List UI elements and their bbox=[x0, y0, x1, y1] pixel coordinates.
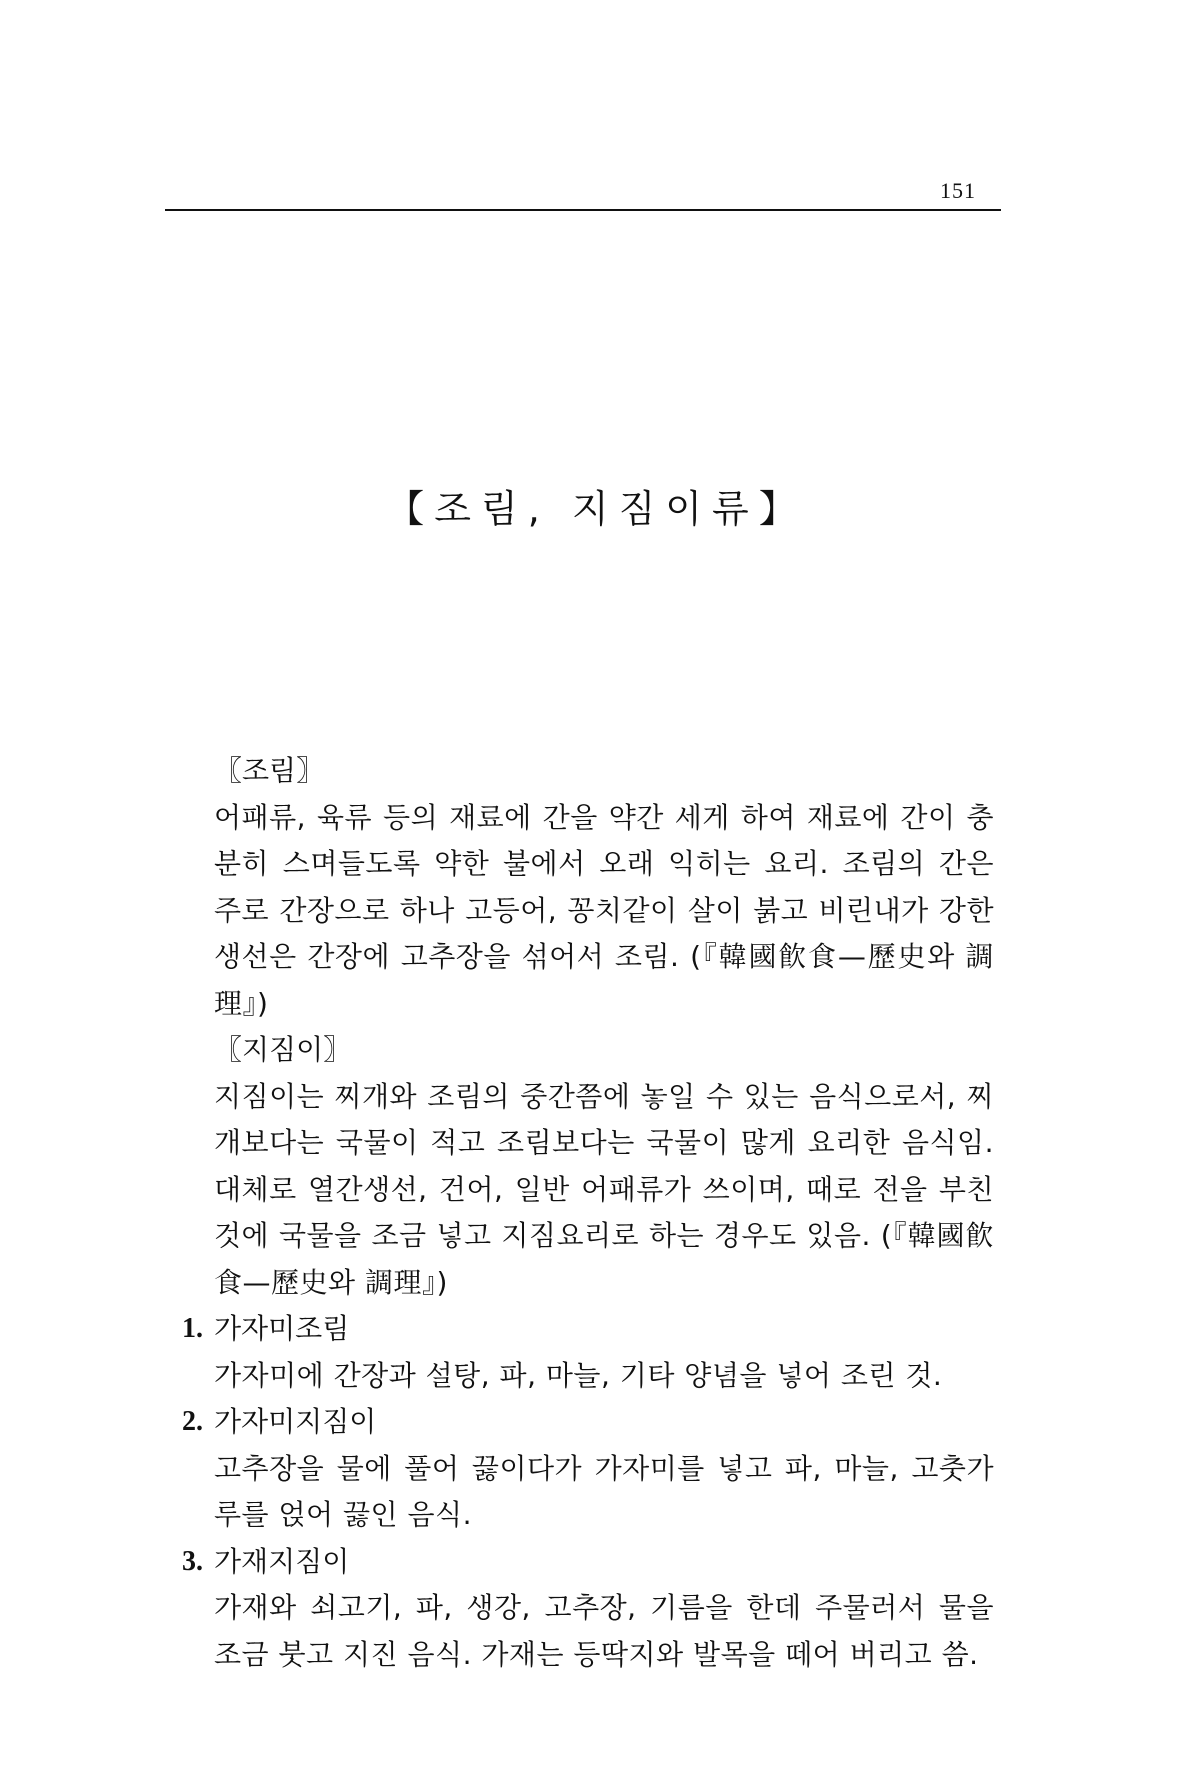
item-title: 가재지짐이 bbox=[214, 1544, 350, 1578]
item-number: 1. bbox=[182, 1313, 203, 1344]
list-item bbox=[182, 1306, 994, 1399]
list-item bbox=[182, 1399, 994, 1539]
definition-heading-jorim: 〖조림〗 bbox=[214, 754, 325, 787]
item-title: 가자미지짐이 bbox=[214, 1405, 377, 1438]
definition-text-jijimi: 지짐이는 찌개와 조림의 중간쯤에 놓일 수 있는 음식으로서, 찌개보다는 국물이 적고 조림보다는 국물이 많게 요리한 음식임. 대체로 열간생선, 건어, 일반 어패류가 쓰이며, 때로 전을 부친 것에 국물을 조금 넣고 지짐요리로 하는 경우도 있음. (『韓國飮食—歷史와 調理』) bbox=[214, 1079, 994, 1299]
page-number: 151 bbox=[940, 178, 976, 203]
definition-text-jorim: 어패류, 육류 등의 재료에 간을 약간 세게 하여 재료에 간이 충분히 스며들도록 약한 불에서 오래 익히는 요리. 조림의 간은 주로 간장으로 하나 고등어, 꽁치같이 살이 붉고 비린내가 강한 생선은 간장에 고추장을 섞어서 조림. (『韓國飮食—歷史와 調理』) bbox=[214, 800, 994, 1020]
header-rule bbox=[165, 209, 1001, 211]
section-title: 【조림, 지짐이류】 bbox=[386, 487, 807, 531]
item-description: 고추장을 물에 풀어 끓이다가 가자미를 넣고 파, 마늘, 고춧가루를 얹어 끓인 음식. bbox=[214, 1451, 994, 1531]
item-title: 가자미조림 bbox=[214, 1312, 350, 1345]
item-description: 가자미에 간장과 설탕, 파, 마늘, 기타 양념을 넣어 조린 것. bbox=[214, 1358, 943, 1392]
item-number: 2. bbox=[182, 1406, 203, 1437]
list-item bbox=[182, 1539, 994, 1679]
item-description: 가재와 쇠고기, 파, 생강, 고추장, 기름을 한데 주물러서 물을 조금 붓고 지진 음식. 가재는 등딱지와 발목을 떼어 버리고 씀. bbox=[214, 1591, 994, 1671]
definition-heading-jijimi: 〖지짐이〗 bbox=[214, 1033, 352, 1066]
item-number: 3. bbox=[182, 1545, 203, 1577]
content bbox=[182, 748, 994, 1678]
